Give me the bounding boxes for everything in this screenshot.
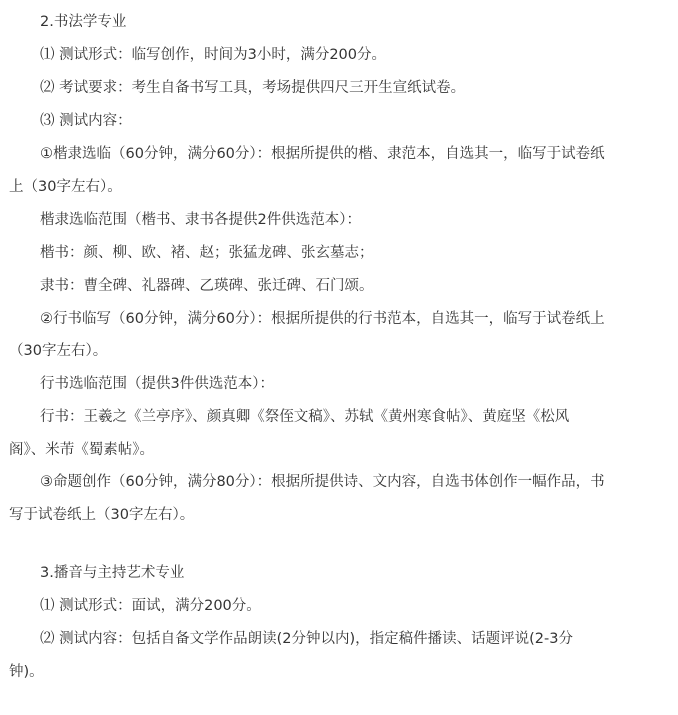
calligraphy-range2-title: 行书选临范围（提供3件供选范本）： [40, 376, 274, 392]
calligraphy-item1-line2: 上（30字左右）。 [9, 179, 122, 195]
calligraphy-kaishu-list: 楷书：颜、柳、欧、褚、赵；张猛龙碑、张玄墓志； [40, 245, 374, 261]
calligraphy-xingshu-line1: 行书：王羲之《兰亭序》、颜真卿《祭侄文稿》、苏轼《黄州寒食帖》、黄庭坚《松风 [40, 409, 570, 425]
calligraphy-test-format: ⑴ 测试形式：临写创作，时间为3小时，满分200分。 [40, 47, 387, 63]
broadcasting-content-line1: ⑵ 测试内容：包括自备文学作品朗读(2分钟以内)，指定稿件播读、话题评说(2-3分 [40, 631, 573, 647]
section-heading-calligraphy: 2.书法学专业 [40, 14, 127, 30]
calligraphy-content-title: ⑶ 测试内容： [40, 113, 132, 129]
calligraphy-lishu-list: 隶书：曹全碑、礼器碑、乙瑛碑、张迁碑、石门颂。 [40, 278, 374, 294]
calligraphy-xingshu-line2: 阁》、米芾《蜀素帖》。 [9, 442, 154, 458]
calligraphy-item1-line1: ①楷隶选临（60分钟，满分60分）：根据所提供的楷、隶范本，自选其一，临写于试卷纸 [40, 146, 605, 162]
broadcasting-content-line2: 钟)。 [9, 664, 44, 680]
broadcasting-test-format: ⑴ 测试形式：面试，满分200分。 [40, 598, 261, 614]
calligraphy-item2-line2: （30字左右）。 [9, 343, 108, 359]
calligraphy-item3-line2: 写于试卷纸上（30字左右）。 [9, 507, 195, 523]
section-heading-broadcasting: 3.播音与主持艺术专业 [40, 565, 185, 581]
calligraphy-item2-line1: ②行书临写（60分钟，满分60分）：根据所提供的行书范本，自选其一，临写于试卷纸上 [40, 311, 605, 327]
calligraphy-range1-title: 楷隶选临范围（楷书、隶书各提供2件供选范本）： [40, 212, 361, 228]
calligraphy-item3-line1: ③命题创作（60分钟，满分80分）：根据所提供诗、文内容，自选书体创作一幅作品，书 [40, 474, 605, 490]
calligraphy-exam-requirement: ⑵ 考试要求：考生自备书写工具，考场提供四尺三开生宣纸试卷。 [40, 80, 466, 96]
